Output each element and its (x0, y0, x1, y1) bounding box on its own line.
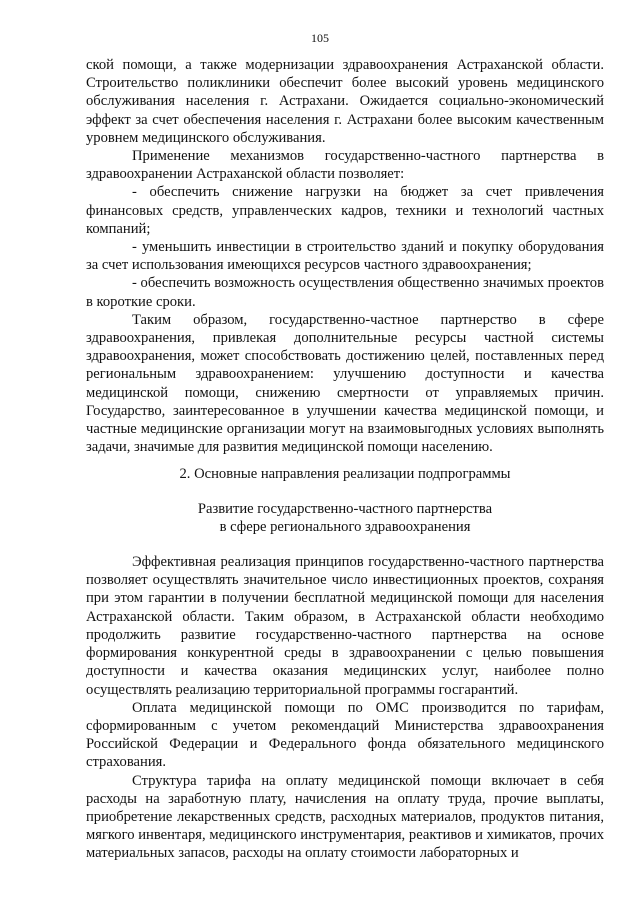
section-heading: 2. Основные направления реализации подпрограммы (179, 466, 511, 483)
list-item-budget: - обеспечить снижение нагрузки на бюджет за счет привлечения финансовых средств, управленческих кадров, техники и технологий частных компаний; (86, 184, 604, 237)
document-body (86, 56, 604, 863)
subheading (86, 500, 604, 536)
subheading-line-1: Развитие государственно-частного партнерства (197, 500, 493, 517)
list-item-projects: - обеспечить возможность осуществления общественно значимых проектов в короткие сроки. (86, 275, 604, 310)
paragraph-conclusion: Таким образом, государственно-частное партнерство в сфере здравоохранения, привлекая дополнительные ресурсы частной системы здравоохранения, может способствовать достижению целей, поставленных перед региональным здравоохранением: улучшению доступности и качества медицинской помощи, снижению смертности от управляемых причин. Государство, заинтересованное в улучшении качества медицинской помощи, и частные медицинские организации могут на взаимовыгодных условиях выполнять задачи, значимые для развития медицинской помощи населению. (86, 311, 604, 456)
page-number: 105 (311, 31, 329, 45)
paragraph-effective-implementation: Эффективная реализация принципов государственно-частного партнерства позволяет осуществлять значительное число инвестиционных проектов, сохраняя при этом гарантии в получении бесплатной медицинской помощи для населения Астраханской области. Таким образом, в Астраханской области необходимо продолжить развитие государственно-частного партнерства на основе формирования конкурентной среды в здравоохранении с целью повышения доступности и качества оказания медицинских услуг, наиболее полно осуществлять реализацию территориальной программы госгарантий. (86, 554, 604, 698)
paragraph-continuation: ской помощи, а также модернизации здравоохранения Астраханской области. Строительство поликлиники обеспечит более высокий уровень медицинского обслуживания населения г. Астрахани. Ожидается социально-экономический эффект за счет обеспечения населения г. Астрахани более высоким качественным уровнем медицинского обслуживания. (86, 57, 604, 146)
paragraph-oms-payment: Оплата медицинской помощи по ОМС производится по тарифам, сформированным с учетом рекомендаций Министерства здравоохранения Российской Федерации и Федерального фонда обязательного медицинского страхования. (86, 699, 604, 771)
paragraph-tariff-structure: Структура тарифа на оплату медицинской помощи включает в себя расходы на заработную плату, начисления на оплату труда, прочие выплаты, приобретение лекарственных средств, расходных материалов, продуктов питания, мягкого инвентаря, медицинского инструментария, реактивов и химикатов, прочих материальных запасов, расходы на оплату стоимости лабораторных и (86, 772, 604, 862)
subheading-line-2: в сфере регионального здравоохранения (219, 518, 471, 535)
list-item-investment: - уменьшить инвестиции в строительство зданий и покупку оборудования за счет использования имеющихся ресурсов частного здравоохранения; (86, 239, 604, 274)
paragraph-ppp-intro: Применение механизмов государственно-частного партнерства в здравоохранении Астраханской области позволяет: (86, 148, 604, 183)
